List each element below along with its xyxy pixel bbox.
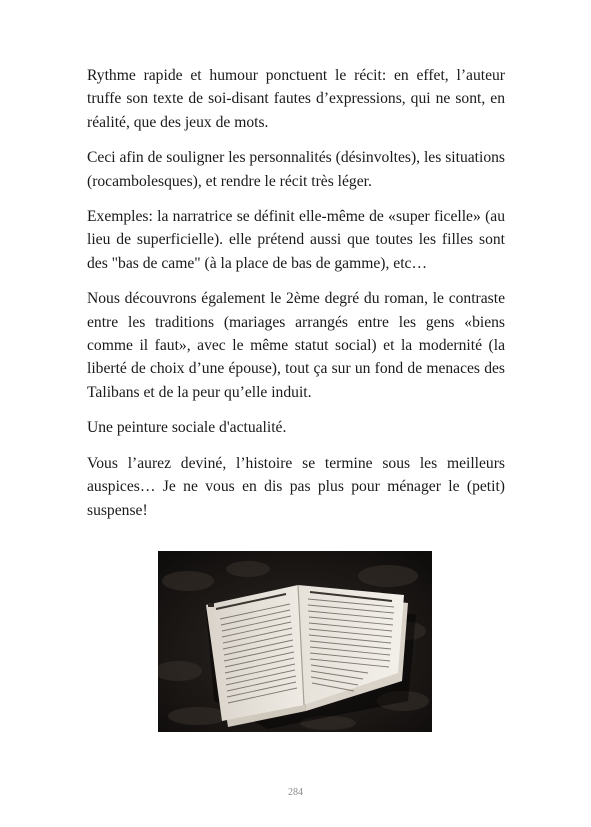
paragraph-peinture-sociale: Une peinture sociale d'actualité.: [87, 419, 287, 437]
paragraph-second-degre: Nous découvrons également le 2ème degré du roman, le contraste entre les traditions (mariages arrangés entre les gens «biens comme il faut», avec le même statut social) et la modernité (la liberté de choix d’une épouse), tout ça sur un fond de menaces des Talibans et de la peur qu’elle induit.: [87, 290, 505, 401]
open-book-illustration: [158, 551, 432, 732]
page-number: 284: [288, 787, 303, 798]
paragraph-rythme: Rythme rapide et humour ponctuent le récit: en effet, l’auteur truffe son texte de soi-disant fautes d’expressions, qui ne sont, en réalité, que des jeux de mots.: [87, 67, 505, 131]
paragraph-exemples: Exemples: la narratrice se définit elle-même de «super ficelle» (au lieu de superficielle). elle prétend aussi que toutes les filles sont des "bas de came" (à la place de bas de gamme), etc…: [87, 208, 505, 272]
text-body: [87, 64, 505, 534]
paragraph-ceci-afin: Ceci afin de souligner les personnalités (désinvoltes), les situations (rocambolesques), et rendre le récit très léger.: [87, 149, 505, 190]
open-book-photo: [158, 551, 432, 732]
paragraph-conclusion: Vous l’aurez deviné, l’histoire se termine sous les meilleurs auspices… Je ne vous en dis pas plus pour ménager le (petit) suspense!: [87, 454, 505, 519]
